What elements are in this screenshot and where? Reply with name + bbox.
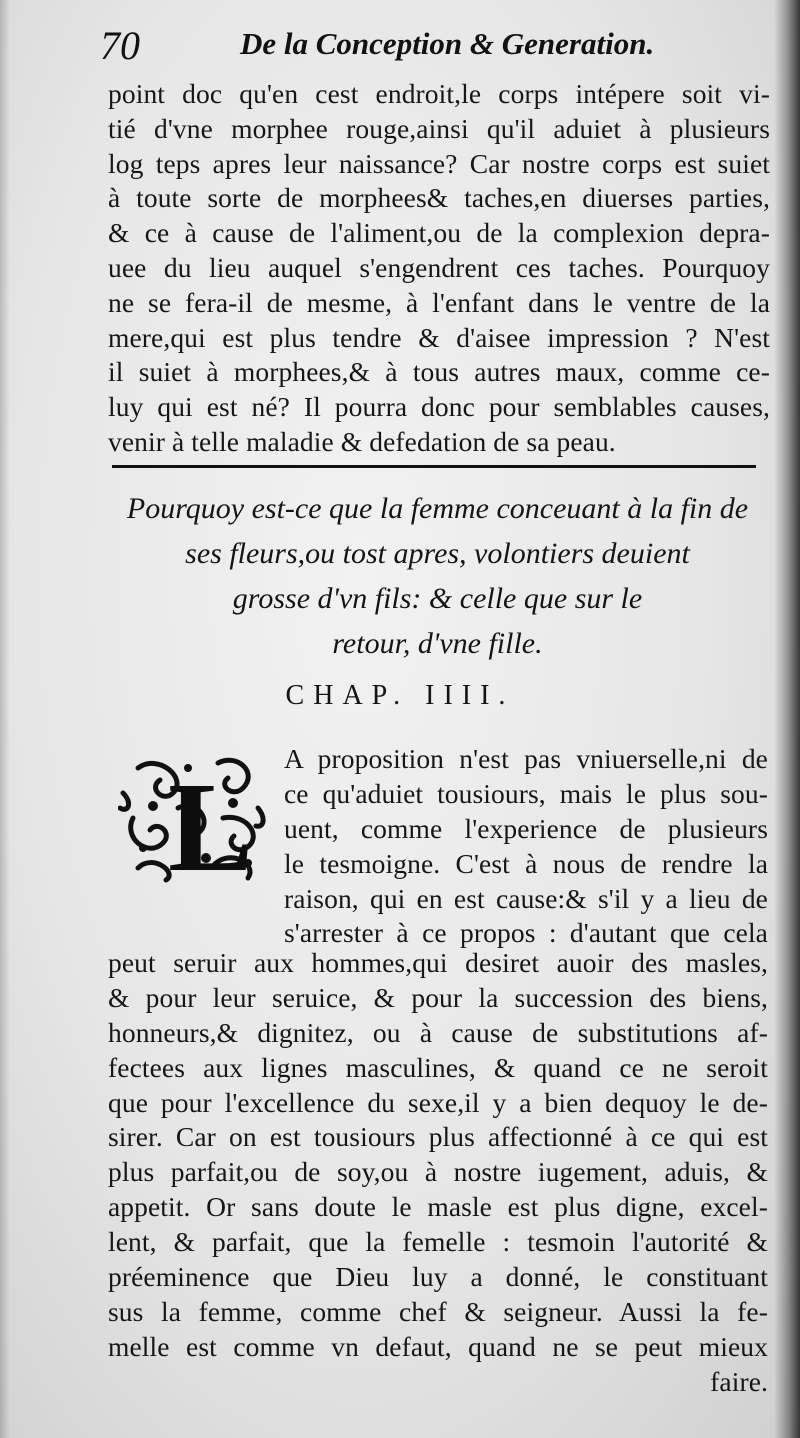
chapter-title-line: ses fleurs,ou tost apres, volontiers deuient	[185, 537, 690, 570]
text-line: point doc qu'en cest endroit,le corps intépere soit vi-	[108, 78, 770, 109]
page-gutter-shadow	[774, 0, 800, 1438]
text-line: peut seruir aux hommes,qui desiret auoir des masles,	[108, 947, 768, 978]
text-line: préeminence que Dieu luy a donné, le constituant	[108, 1261, 768, 1293]
text-line: honneurs,& dignitez, ou à cause de substitutions af-	[108, 1016, 768, 1048]
section-divider-rule	[112, 465, 756, 468]
text-line: sus la femme, comme chef & seigneur. Aussi la fe-	[108, 1295, 768, 1327]
text-line: uee du lieu auquel s'engendrent ces taches. Pourquoy	[108, 251, 770, 283]
text-line: le tesmoigne. C'est à nous de rendre la	[284, 847, 768, 879]
text-line: faire.	[710, 1365, 768, 1397]
text-line: & pour leur seruice, & pour la succession des biens,	[108, 981, 768, 1013]
text-line: plus parfait,ou de soy,ou à nostre iugement, aduis, &	[108, 1156, 768, 1188]
page-header	[100, 18, 670, 68]
drop-cap-letter: L	[168, 756, 254, 888]
text-line: A proposition n'est pas vniuerselle,ni de	[284, 743, 768, 774]
text-line: tié d'vne morphee rouge,ainsi qu'il aduiet à plusieurs	[108, 112, 770, 144]
running-title: De la Conception & Generation.	[240, 26, 655, 61]
text-line: & ce à cause de l'aliment,ou de la complexion depra-	[108, 217, 770, 249]
text-line: à toute sorte de morphees& taches,en diuerses parties,	[108, 182, 770, 214]
chapter-title-line: retour, d'vne fille.	[332, 627, 543, 660]
text-line: mere,qui est plus tendre & d'aisee impression ? N'est	[108, 321, 770, 353]
ornamental-drop-cap-icon	[118, 748, 268, 888]
page-left-shadow	[0, 0, 10, 1438]
continued-paragraph	[108, 77, 770, 460]
text-line: que pour l'excellence du sexe,il y a bien dequoy le de-	[108, 1086, 768, 1118]
text-line: lent, & parfait, que la femelle : tesmoin l'autorité &	[108, 1226, 768, 1258]
text-line: sirer. Car on est tousiours plus affectionné à ce qui est	[108, 1121, 768, 1153]
text-line: ne se fera-il de mesme, à l'enfant dans le ventre de la	[108, 286, 770, 318]
text-line: raison, qui en est cause:& s'il y a lieu de	[284, 882, 768, 914]
text-line: ce qu'aduiet tousiours, mais le plus sou-	[284, 777, 768, 809]
text-line: appetit. Or sans doute le masle est plus digne, excel-	[108, 1191, 768, 1223]
chapter-title-line: grosse d'vn fils: & celle que sur le	[232, 582, 643, 615]
text-line: uent, comme l'experience de plusieurs	[284, 812, 768, 844]
text-line: il suiet à morphees,& à tous autres maux, comme ce-	[108, 356, 770, 388]
chapter-label: CHAP. IIII.	[285, 680, 515, 711]
chapter-body-full	[108, 946, 768, 1400]
chapter-title-line: Pourquoy est-ce que la femme conceuant à la fin de	[126, 492, 749, 525]
chapter-body-narrow	[284, 742, 768, 951]
text-line: s'arrester à ce propos : d'autant que cela	[284, 917, 768, 949]
page-number: 70	[100, 23, 140, 68]
text-line: venir à telle maladie & defedation de sa peau.	[108, 425, 616, 457]
text-line: log teps apres leur naissance? Car nostre corps est suiet	[108, 147, 770, 179]
text-line: fectees aux lignes masculines, & quand ce ne seroit	[108, 1051, 768, 1083]
text-line: luy qui est né? Il pourra donc pour semblables causes,	[108, 391, 770, 423]
text-line: melle est comme vn defaut, quand ne se peut mieux	[108, 1330, 768, 1362]
chapter-title	[105, 486, 770, 666]
